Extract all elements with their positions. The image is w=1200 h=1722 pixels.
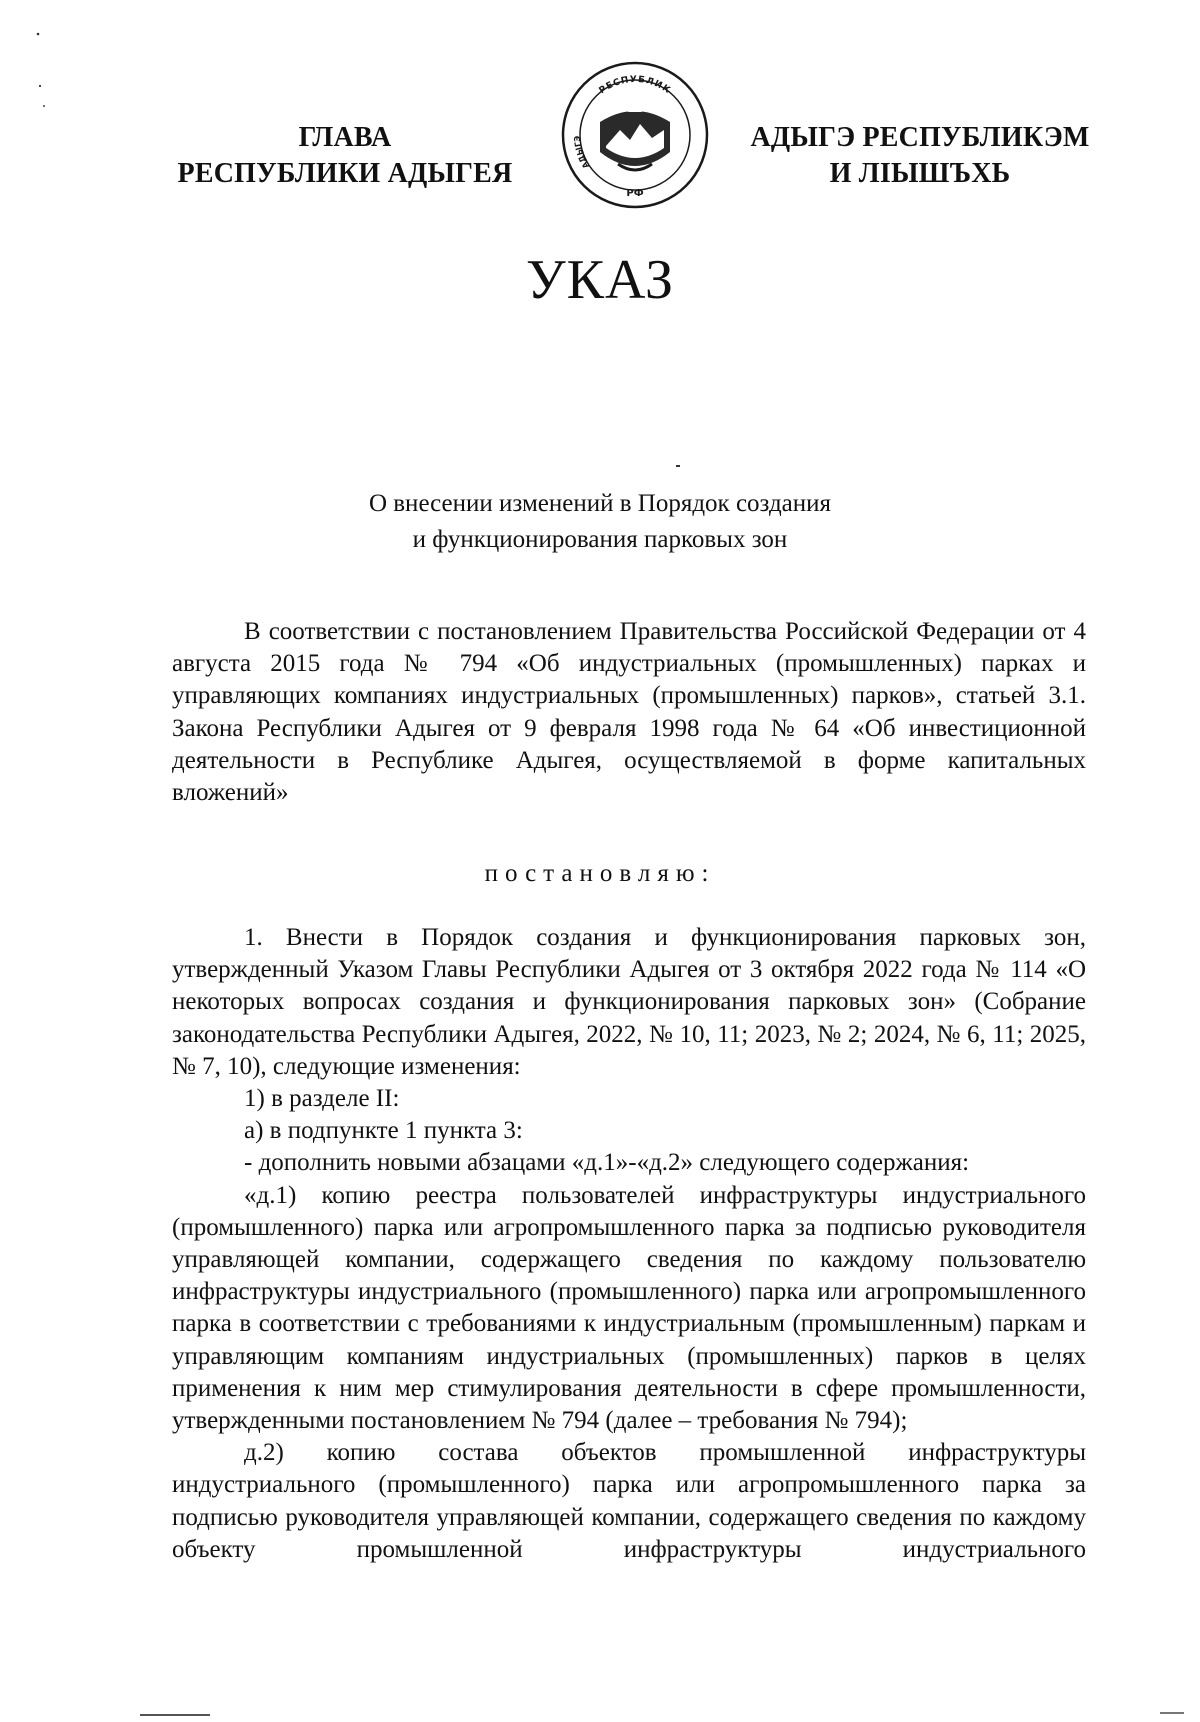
item-subpoint-a: а) в подпункте 1 пункта 3: (244, 1117, 523, 1145)
header-left-line1: ГЛАВА (298, 122, 392, 153)
item-d1-paragraph: «д.1) копию реестра пользователей инфраструктуры индустриального (промышленного) парка или агропромышленного парка за подписью руководителя управляющей компании, содержащего сведения по каждому пользователю инфраструктуры индустриального (промышленного) парка или агропромышленного парка в соответствии с требованиями к индустриальным (промышленным) паркам и управляющим компаниям индустриальных (промышленных) парков в целях применения к ним мер стимулирования деятельности в сфере промышленности, утвержденными постановлением № 794 (далее – требования № 794); (172, 1181, 1086, 1435)
emblem-top-text: РЕСПУБЛИК (597, 74, 673, 97)
item-add-paragraphs: - дополнить новыми абзацами «д.1»-«д.2» следующего содержания: (244, 1149, 970, 1177)
scan-dot (37, 33, 40, 36)
emblem-bottom-text: РФ (626, 188, 644, 199)
scan-dot (39, 85, 41, 87)
main-body (172, 922, 1086, 1566)
header-left-line2: РЕСПУБЛИКИ АДЫГЕЯ (177, 158, 513, 189)
preamble-block (172, 616, 1086, 809)
emblem-crown (628, 104, 642, 112)
preamble-paragraph: В соответствии с постановлением Правительства Российской Федерации от 4 августа 2015 года № 794 «Об индустриальных (промышленных) парках и управляющих компаниях индустриальных (промышленных) парков», статьей 3.1. Закона Республики Адыгея от 9 февраля 1998 года № 64 «Об инвестиционной деятельности в Республике Адыгея, осуществляемой в форме капитальных вложений» (172, 618, 1086, 807)
scan-mark (676, 465, 680, 467)
scan-edge-mark (1160, 1712, 1184, 1714)
header-right-line1: АДЫГЭ РЕСПУБЛИКЭМ (750, 122, 1090, 153)
subject-line2: и функционирования парковых зон (412, 526, 788, 553)
coat-of-arms-emblem (560, 60, 710, 210)
decree-subject (0, 486, 1200, 558)
subject-line1: О внесении изменений в Порядок создания (368, 490, 832, 517)
item-1-paragraph: 1. Внести в Порядок создания и функционирования парковых зон, утвержденный Указом Главы Республики Адыгея от 3 октября 2022 года № 114 «О некоторых вопросах создания и функционирования парковых зон» (Собрание законодательства Республики Адыгея, 2022, № 10, 11; 2023, № 2; 2024, № 6, 11; 2025, № 7, 10), следующие изменения: (172, 924, 1086, 1080)
decree-title: УКАЗ (525, 249, 675, 311)
header-right-line2: И ЛІЫШЪХЬ (829, 158, 1011, 189)
resolve-word: постановляю: (484, 860, 716, 887)
header-right-title (740, 120, 1100, 192)
item-d2-paragraph: д.2) копию состава объектов промышленной инфраструктуры индустриального (промышленного) парка или агропромышленного парка за подписью руководителя управляющей компании, содержащего сведения по каждому объекту промышленной инфраструктуры индустриального (172, 1439, 1086, 1563)
header-left-title (160, 120, 530, 192)
scan-dot (43, 105, 45, 107)
item-section-ii: 1) в разделе II: (244, 1085, 400, 1113)
emblem-left-text: АДЫГЭ (572, 135, 591, 171)
scan-edge-mark (140, 1714, 210, 1716)
